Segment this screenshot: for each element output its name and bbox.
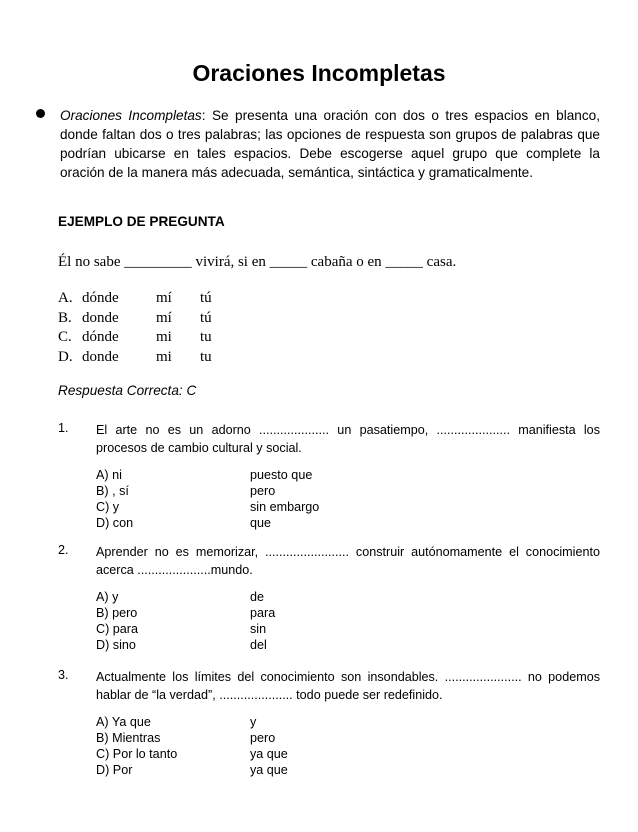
option-second: ya que [250,747,288,761]
option-second: del [250,638,267,652]
option-word: mi [156,348,172,365]
option-first: D) sino [96,638,136,652]
option-first: A) y [96,590,119,604]
correct-answer: Respuesta Correcta: C [58,383,197,398]
question-option [96,605,416,621]
option-word: donde [82,348,119,365]
question-number: 3. [58,668,69,682]
option-word: mí [156,309,172,326]
intro-term: Oraciones Incompletas [60,108,202,123]
example-option [58,328,212,348]
option-first: B) Mientras [96,731,161,745]
question-option [96,714,416,730]
option-second: ya que [250,763,288,777]
option-word: tu [200,329,212,345]
example-options [58,289,212,367]
option-first: D) Por [96,763,133,777]
example-option [58,309,212,329]
option-second: de [250,590,265,604]
option-letter: A. [58,290,73,306]
option-first: C) Por lo tanto [96,747,178,761]
option-first: B) pero [96,606,138,620]
option-second: sin embargo [250,500,320,514]
question-option [96,637,416,653]
option-first: A) ni [96,468,122,482]
option-first: A) Ya que [96,715,151,729]
option-word: dónde [82,290,119,306]
question-option [96,499,416,515]
option-first: C) y [96,500,120,514]
option-first: B) , sí [96,484,129,498]
option-word: tu [200,348,212,365]
question-number: 2. [58,543,69,557]
intro-text: : Se presenta una oración con dos o tres espacios en blanco, donde faltan dos o tres palabras; las opciones de respuesta son grupos de palabras que podrían ubicarse en tales espacios. Debe escogerse aquel grupo que complete la oración de la manera más adecuada, semántica, sintáctica y gramaticalmente. [60,108,601,180]
question-option [96,730,416,746]
option-first: D) con [96,516,134,530]
option-word: donde [82,309,119,326]
page-title: Oraciones Incompletas [192,60,446,86]
option-word: mi [156,329,172,345]
option-second: pero [250,731,276,745]
question-option [96,621,416,637]
question-stem: El arte no es un adorno .................... un pasatiempo, ..................... manifiesta los procesos de cambio cultural y social. [96,423,600,455]
example-heading: EJEMPLO DE PREGUNTA [58,214,225,229]
question-options [96,714,416,778]
option-second: y [250,715,257,729]
option-letter: D. [58,348,73,365]
option-letter: C. [58,329,72,345]
option-second: que [250,516,272,530]
option-letter: B. [58,309,72,326]
option-second: puesto que [250,468,313,482]
option-word: dónde [82,329,119,345]
question-options [96,467,416,531]
bullet-icon [36,109,45,118]
question-stem: Actualmente los límites del conocimiento son insondables. ...................... no podemos hablar de “la verdad”, ..................... todo puede ser redefinido. [96,670,600,702]
option-second: para [250,606,276,620]
option-first: C) para [96,622,138,636]
question-number: 1. [58,421,69,435]
option-word: tú [200,290,212,306]
intro-paragraph [60,106,600,182]
question-option [96,762,416,778]
question-options [96,589,416,653]
question-option [96,483,416,499]
example-sentence: Él no sabe _________ vivirá, si en _____ cabaña o en _____ casa. [58,254,457,270]
question-option [96,589,416,605]
question-stem: Aprender no es memorizar, ........................ construir autónomamente el conocimiento acerca .....................mundo. [96,545,600,577]
option-word: tú [200,309,212,326]
question-option [96,515,416,531]
example-option [58,348,212,368]
question-option [96,746,416,762]
option-word: mí [156,290,172,306]
option-second: pero [250,484,276,498]
question-option [96,467,416,483]
option-second: sin [250,622,267,636]
example-option [58,289,212,309]
